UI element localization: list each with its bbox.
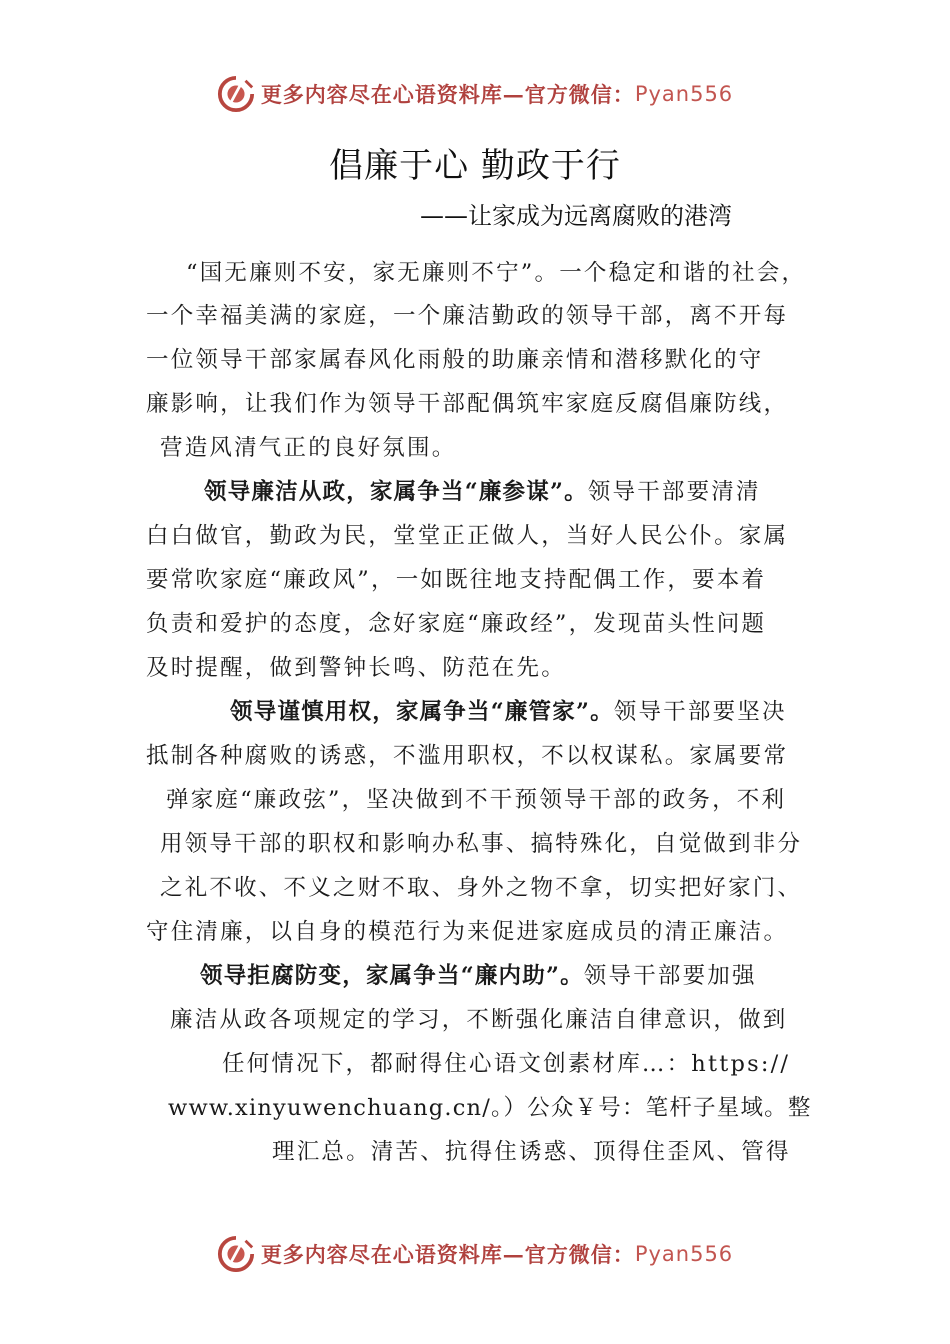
body-line: 抵制各种腐败的诱惑，不滥用职权，不以权谋私。家属要常 — [146, 743, 789, 769]
body-line: 负责和爱护的态度，念好家庭“廉政经”，发现苗头性问题 — [146, 611, 767, 637]
document-title: 倡廉于心 勤政于行 — [329, 146, 621, 186]
body-line: 及时提醒，做到警钟长鸣、防范在先。 — [146, 655, 566, 681]
footer-watermark — [0, 1234, 950, 1274]
body-line: 任何情况下，都耐得住心语文创素材库…：https:// — [222, 1051, 791, 1077]
logo-icon — [217, 1235, 255, 1273]
body-line: 廉影响，让我们作为领导干部配偶筑牢家庭反腐倡廉防线， — [146, 391, 789, 417]
body-line: www.xinyuwenchuang.cn/。）公众￥号：笔杆子星域。整 — [168, 1095, 812, 1121]
body-line: 之礼不收、不义之财不取、身外之物不拿，切实把好家门、 — [160, 875, 803, 901]
body-line: 一个幸福美满的家庭，一个廉洁勤政的领导干部，离不开每 — [146, 303, 789, 329]
section-line — [230, 697, 787, 727]
section-heading: 领导廉洁从政，家属争当“廉参谋”。 — [204, 479, 588, 505]
body-line: 守住清廉，以自身的模范行为来促进家庭成员的清正廉洁。 — [146, 919, 789, 945]
section-heading: 领导谨慎用权，家属争当“廉管家”。 — [230, 699, 614, 725]
header-watermark — [0, 74, 950, 114]
watermark-handle: Pyan556 — [634, 82, 734, 106]
body-line: 领导干部要加强 — [583, 963, 757, 989]
body-line: 要常吹家庭“廉政风”，一如既往地支持配偶工作，要本着 — [146, 567, 767, 593]
body-line: 领导干部要坚决 — [613, 699, 787, 725]
body-line: 弹家庭“廉政弦”，坚决做到不干预领导干部的政务，不利 — [166, 787, 787, 813]
document-subtitle: ——让家成为远离腐败的港湾 — [420, 202, 732, 230]
body-line: 白白做官，勤政为民，堂堂正正做人，当好人民公仆。家属 — [146, 523, 789, 549]
body-line: 廉洁从政各项规定的学习，不断强化廉洁自律意识，做到 — [170, 1007, 788, 1033]
section-line — [204, 477, 761, 507]
watermark-text: 更多内容尽在心语资料库—官方微信： — [260, 82, 635, 107]
watermark-text: 更多内容尽在心语资料库—官方微信： — [260, 1242, 635, 1267]
logo-icon — [217, 75, 255, 113]
body-line: 营造风清气正的良好氛围。 — [160, 435, 457, 461]
section-heading: 领导拒腐防变，家属争当“廉内助”。 — [200, 963, 584, 989]
body-line: 领导干部要清清 — [587, 479, 761, 505]
watermark-handle: Pyan556 — [634, 1242, 734, 1266]
section-line — [200, 961, 757, 991]
body-line: “国无廉则不安，家无廉则不宁”。一个稳定和谐的社会， — [186, 260, 807, 286]
body-line: 理汇总。清苦、抗得住诱惑、顶得住歪风、管得 — [272, 1139, 791, 1165]
body-line: 一位领导干部家属春风化雨般的助廉亲情和潜移默化的守 — [146, 347, 764, 373]
body-line: 用领导干部的职权和影响办私事、搞特殊化，自觉做到非分 — [160, 831, 803, 857]
